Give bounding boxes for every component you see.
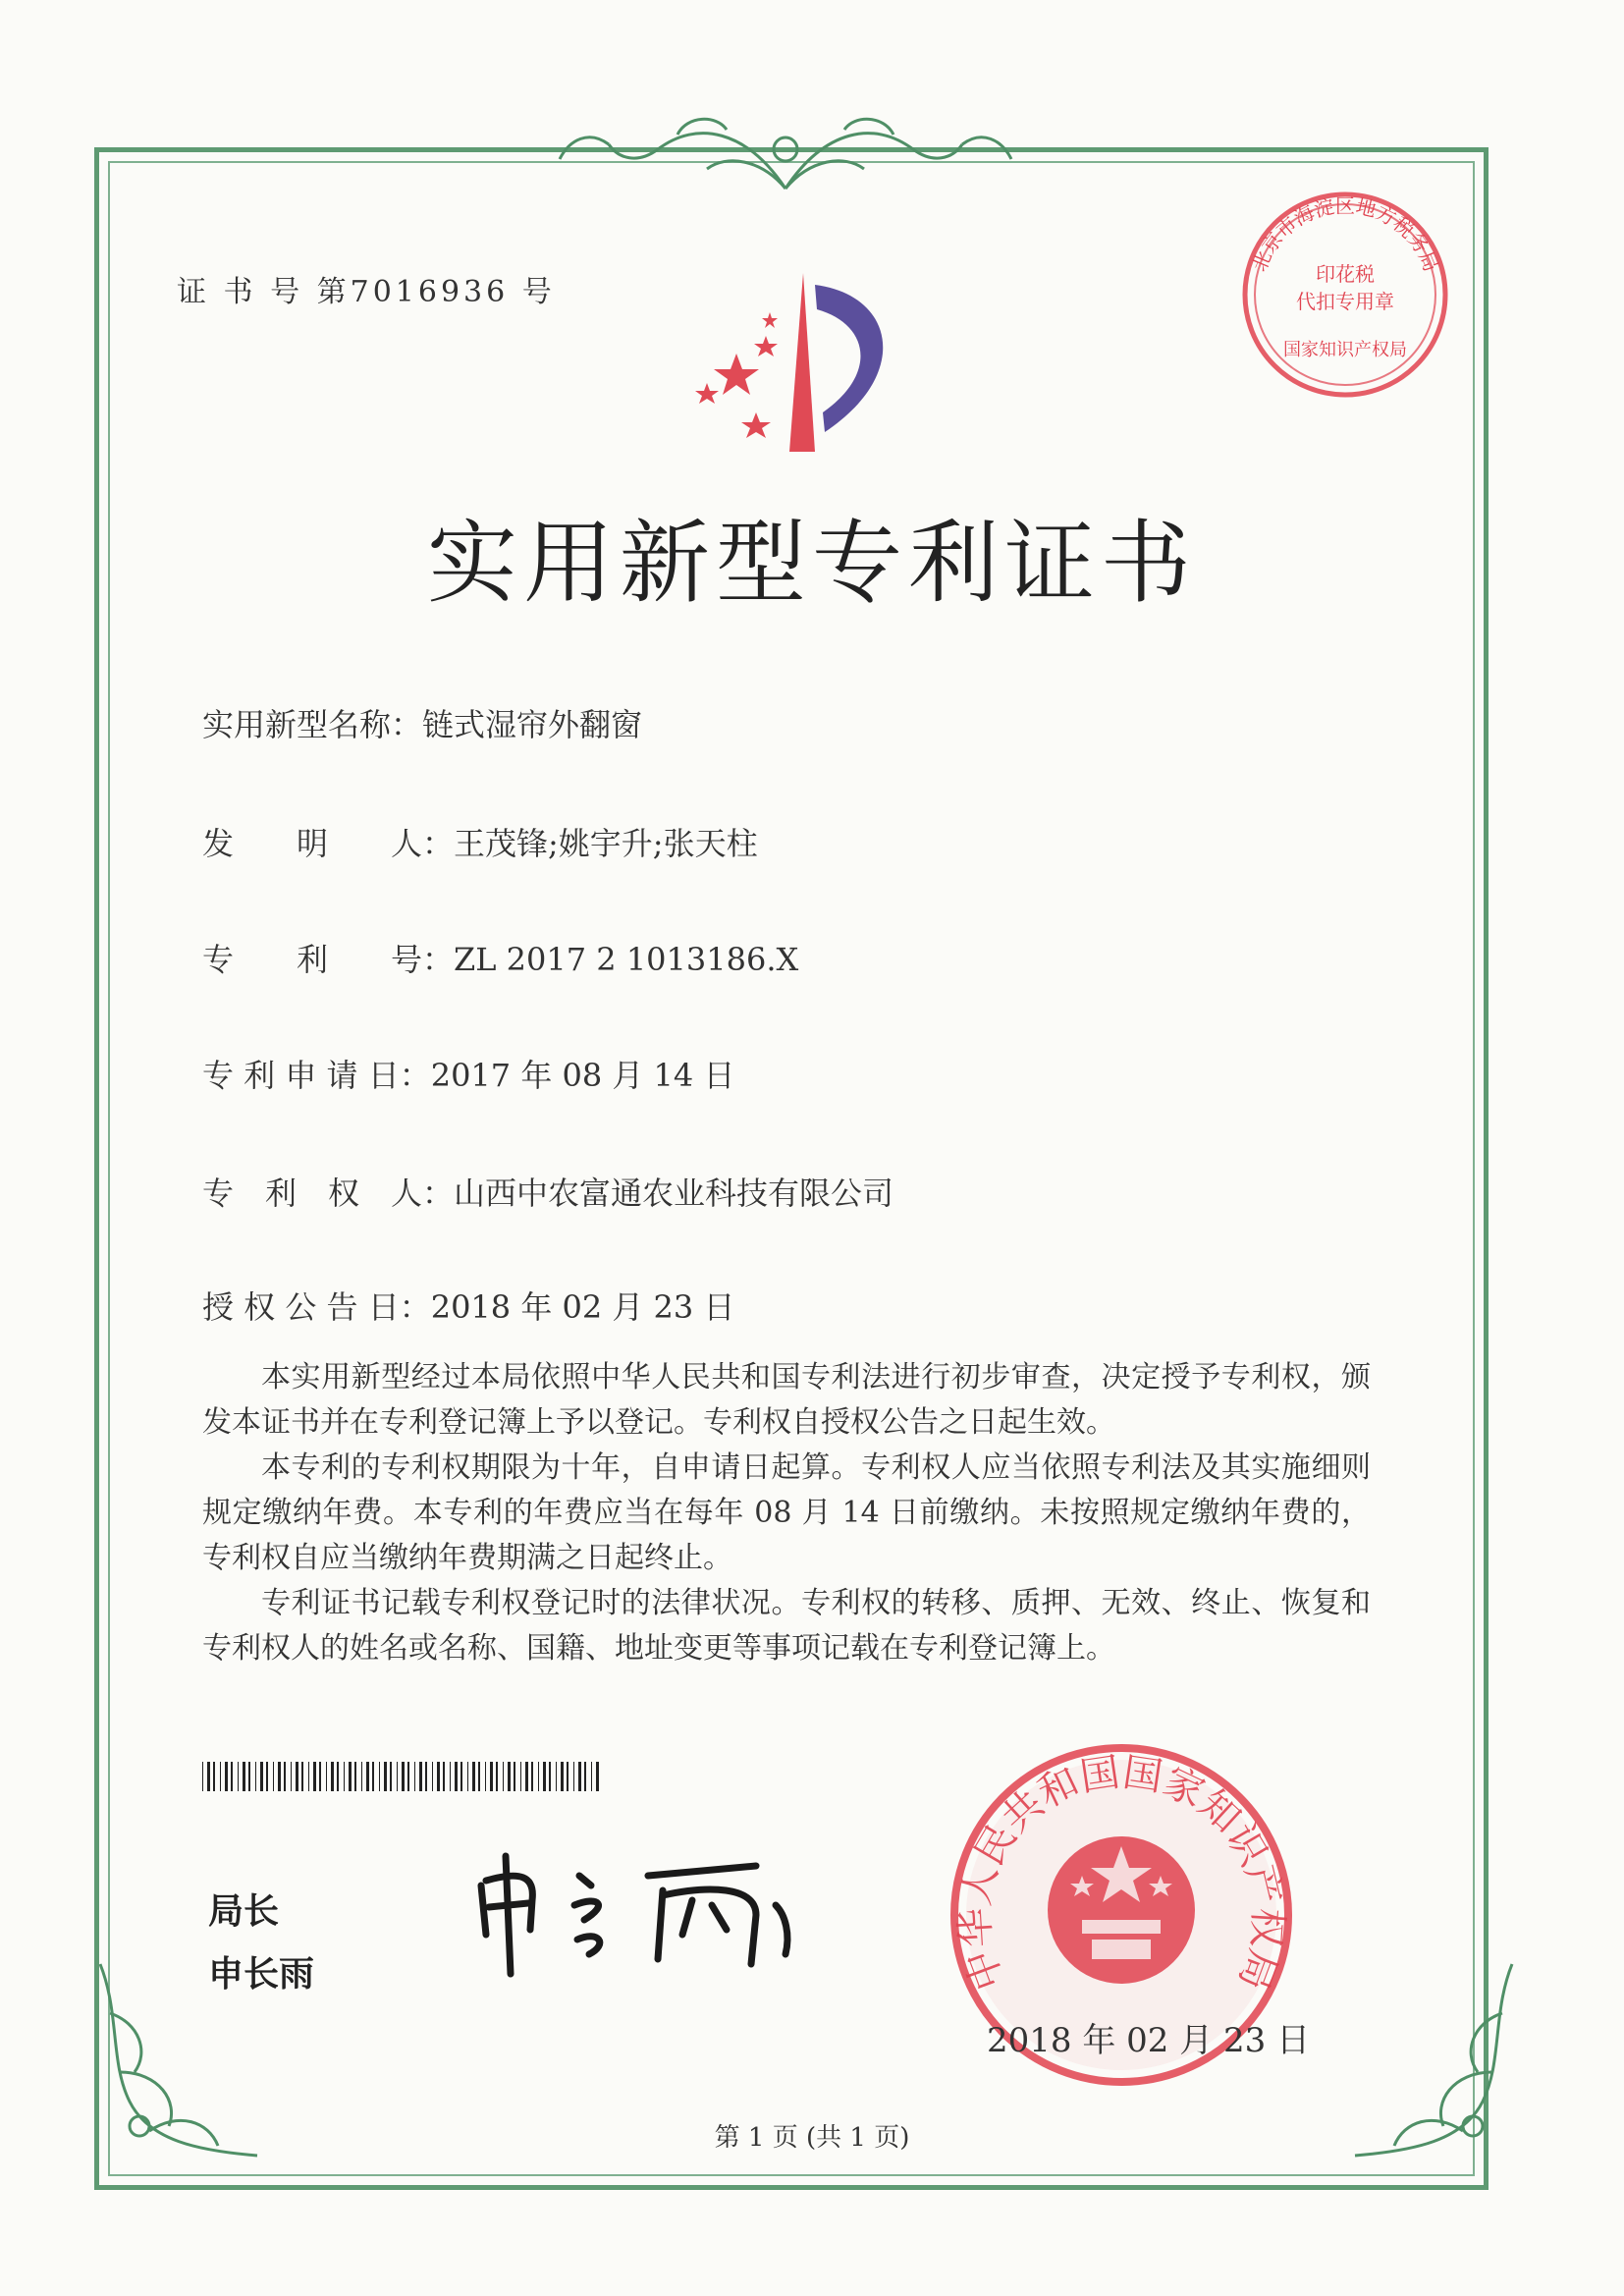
field-patentee <box>202 1169 893 1214</box>
top-ornament-icon <box>550 110 1021 198</box>
field-value: 山西中农富通农业科技有限公司 <box>454 1175 894 1212</box>
page-title: 实用新型专利证书 <box>426 511 1197 616</box>
field-label: 授 权 公 告 日： <box>202 1288 431 1326</box>
field-value: 2018 年 02 月 23 日 <box>430 1288 735 1326</box>
seal-date: 2018 年 02 月 23 日 <box>987 2021 1311 2060</box>
tax-seal-line: 印花税 <box>1316 262 1375 286</box>
field-patent-number <box>202 935 798 980</box>
statement-paragraph: 本专利的专利权期限为十年，自申请日起算。专利权人应当依照专利法及其实施细则规定缴纳年费。本专利的年费应当在每年 08 月 14 日前缴纳。未按照规定缴纳年费的，专利权自应当缴纳年费期满之日起终止。 <box>202 1450 1371 1575</box>
statement-paragraph: 专利证书记载专利权登记时的法律状况。专利权的转移、质押、无效、终止、恢复和专利权人的姓名或名称、国籍、地址变更等事项记载在专利登记簿上。 <box>202 1586 1371 1666</box>
field-utility-model-name <box>202 700 642 745</box>
certificate-statement <box>202 1355 1371 1671</box>
tax-seal-outer-text: 北京市海淀区地方税务局 <box>1247 193 1443 275</box>
director-name: 申长雨 <box>208 1954 315 1995</box>
certificate-number: 证 书 号 第7016936 号 <box>177 275 556 309</box>
field-application-date <box>202 1051 734 1096</box>
field-inventors <box>202 819 758 864</box>
tax-seal-line: 国家知识产权局 <box>1283 340 1407 360</box>
patent-office-logo-icon <box>668 265 923 462</box>
statement-paragraph: 本实用新型经过本局依照中华人民共和国专利法进行初步审查，决定授予专利权，颁发本证书并在专利登记簿上予以登记。专利权自授权公告之日起生效。 <box>202 1360 1371 1440</box>
field-value: ZL 2017 2 1013186.X <box>454 941 799 978</box>
field-grant-date <box>202 1283 734 1328</box>
field-label: 发 明 人： <box>202 825 455 862</box>
field-value: 链式湿帘外翻窗 <box>422 706 643 743</box>
field-label: 专 利 号： <box>202 941 455 978</box>
page-number: 第 1 页 (共 1 页) <box>714 2123 910 2153</box>
tax-stamp-seal-icon <box>1237 187 1453 403</box>
director-title: 局长 <box>208 1891 280 1932</box>
field-label: 实用新型名称： <box>202 706 423 743</box>
director-signature-icon <box>461 1846 815 1984</box>
field-label: 专 利 权 人： <box>202 1175 455 1212</box>
tax-seal-line: 代扣专用章 <box>1296 290 1394 313</box>
field-label: 专 利 申 请 日： <box>202 1057 431 1094</box>
barcode-icon <box>202 1762 605 1791</box>
seal-text: 中华人民共和国国家知识产权局 <box>952 1749 1290 1996</box>
field-value: 2017 年 08 月 14 日 <box>430 1057 735 1094</box>
field-value: 王茂锋;姚宇升;张天柱 <box>454 825 758 862</box>
